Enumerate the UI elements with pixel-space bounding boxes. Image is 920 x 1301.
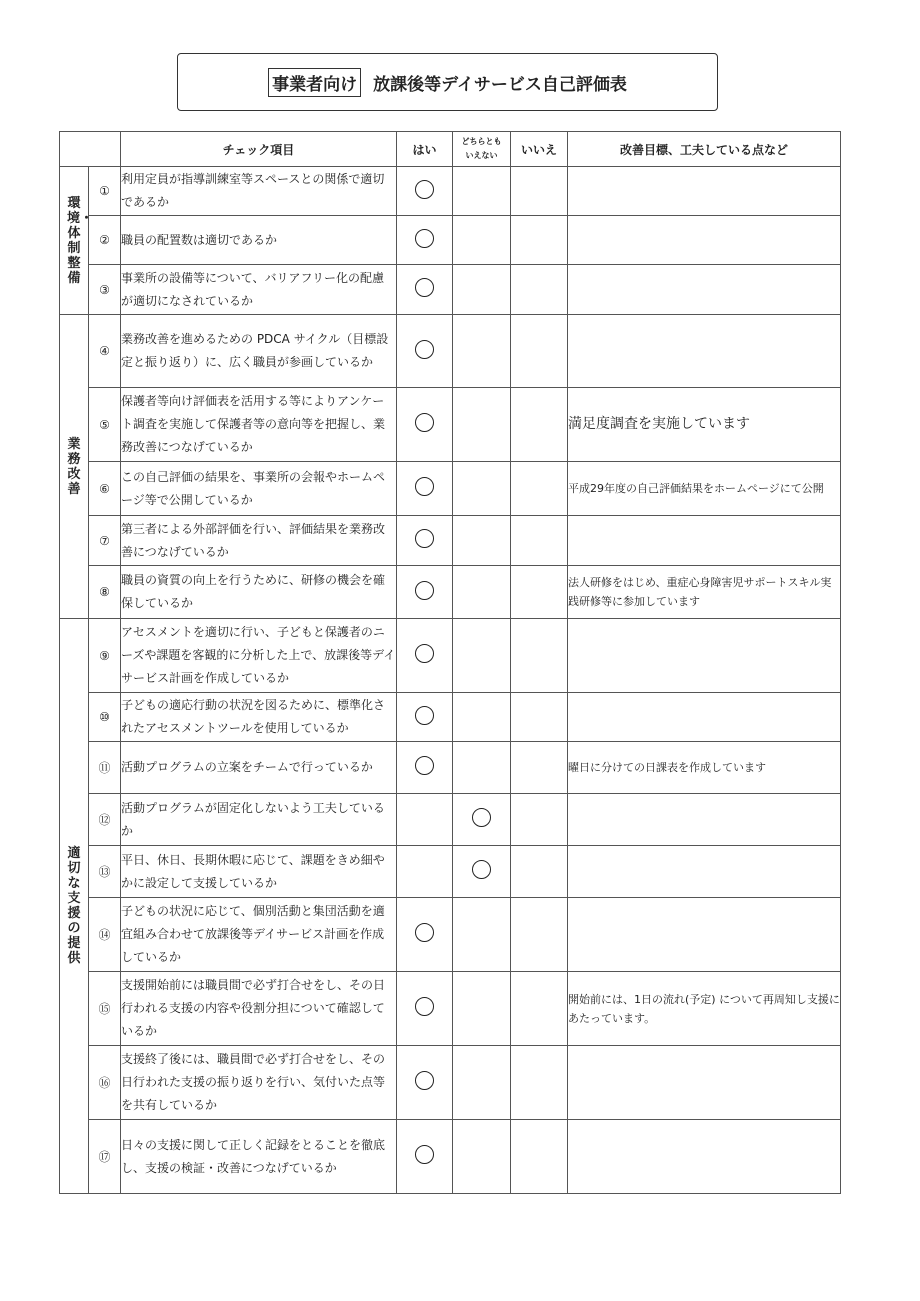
table-row (60, 265, 841, 315)
answer-neither-cell (453, 972, 511, 1046)
improvement-note (568, 693, 841, 742)
answer-no-cell (511, 1046, 568, 1120)
answer-yes-cell (397, 1120, 453, 1194)
improvement-note (568, 516, 841, 566)
table-row (60, 846, 841, 898)
answer-yes-cell (397, 566, 453, 619)
document-title (177, 53, 718, 111)
answer-yes-cell (397, 516, 453, 566)
check-item: 子どもの状況に応じて、個別活動と集団活動を適宜組み合わせて放課後等デイサービス計画を作成しているか (121, 898, 397, 972)
header-neither: どちらとも いえない (453, 132, 511, 167)
row-number: ④ (89, 315, 121, 388)
answer-no-cell (511, 1120, 568, 1194)
circle-mark-icon (472, 808, 491, 827)
row-number: ⑰ (89, 1120, 121, 1194)
category-improve: 業務改善 (60, 315, 89, 619)
improvement-note (568, 265, 841, 315)
check-item: 保護者等向け評価表を活用する等によりアンケート調査を実施して保護者等の意向等を把握し、業務改善につなげているか (121, 388, 397, 462)
answer-yes-cell (397, 794, 453, 846)
circle-mark-icon (415, 706, 434, 725)
answer-neither-cell (453, 315, 511, 388)
improvement-note: 曜日に分けての日課表を作成しています (568, 742, 841, 794)
row-number: ⑥ (89, 462, 121, 516)
improvement-note (568, 315, 841, 388)
answer-neither-cell (453, 216, 511, 265)
answer-no-cell (511, 693, 568, 742)
improvement-note (568, 898, 841, 972)
circle-mark-icon (415, 229, 434, 248)
header-yes: はい (397, 132, 453, 167)
answer-yes-cell (397, 846, 453, 898)
answer-neither-cell (453, 846, 511, 898)
check-item: 日々の支援に関して正しく記録をとることを徹底し、支援の検証・改善につなげているか (121, 1120, 397, 1194)
answer-neither-cell (453, 693, 511, 742)
answer-no-cell (511, 846, 568, 898)
table-row (60, 898, 841, 972)
improvement-note (568, 1120, 841, 1194)
row-number: ⑬ (89, 846, 121, 898)
row-number: ⑨ (89, 619, 121, 693)
circle-mark-icon (415, 1145, 434, 1164)
circle-mark-icon (472, 860, 491, 879)
row-number: ⑫ (89, 794, 121, 846)
answer-no-cell (511, 566, 568, 619)
circle-mark-icon (415, 340, 434, 359)
answer-yes-cell (397, 1046, 453, 1120)
check-item: 子どもの適応行動の状況を図るために、標準化されたアセスメントツールを使用しているか (121, 693, 397, 742)
answer-no-cell (511, 794, 568, 846)
answer-yes-cell (397, 167, 453, 216)
check-item: 業務改善を進めるための PDCA サイクル（目標設定と振り返り）に、広く職員が参画しているか (121, 315, 397, 388)
check-item: 事業所の設備等について、バリアフリー化の配慮が適切になされているか (121, 265, 397, 315)
check-item: 利用定員が指導訓練室等スペースとの関係で適切であるか (121, 167, 397, 216)
answer-neither-cell (453, 388, 511, 462)
row-number: ⑪ (89, 742, 121, 794)
table-row (60, 516, 841, 566)
answer-yes-cell (397, 898, 453, 972)
check-item: 活動プログラムが固定化しないよう工夫しているか (121, 794, 397, 846)
table-row (60, 167, 841, 216)
table-row (60, 462, 841, 516)
circle-mark-icon (415, 529, 434, 548)
circle-mark-icon (415, 581, 434, 600)
answer-neither-cell (453, 1120, 511, 1194)
check-item: 職員の配置数は適切であるか (121, 216, 397, 265)
table-row (60, 216, 841, 265)
row-number: ⑦ (89, 516, 121, 566)
improvement-note (568, 846, 841, 898)
answer-neither-cell (453, 167, 511, 216)
circle-mark-icon (415, 180, 434, 199)
table-row (60, 619, 841, 693)
table-row (60, 794, 841, 846)
circle-mark-icon (415, 477, 434, 496)
circle-mark-icon (415, 644, 434, 663)
circle-mark-icon (415, 413, 434, 432)
improvement-note (568, 619, 841, 693)
table-row (60, 1046, 841, 1120)
category-support: 適切な支援の提供 (60, 619, 89, 1194)
answer-yes-cell (397, 972, 453, 1046)
answer-no-cell (511, 265, 568, 315)
title-text: 放課後等デイサービス自己評価表 (373, 74, 627, 95)
answer-neither-cell (453, 265, 511, 315)
answer-neither-cell (453, 898, 511, 972)
row-number: ⑭ (89, 898, 121, 972)
table-row (60, 315, 841, 388)
header-no: いいえ (511, 132, 568, 167)
check-item: 支援開始前には職員間で必ず打合せをし、その日行われる支援の内容や役割分担について確認しているか (121, 972, 397, 1046)
row-number: ③ (89, 265, 121, 315)
answer-yes-cell (397, 265, 453, 315)
table-row (60, 1120, 841, 1194)
check-item: 平日、休日、長期休暇に応じて、課題をきめ細やかに設定して支援しているか (121, 846, 397, 898)
answer-neither-cell (453, 742, 511, 794)
evaluation-table (59, 131, 841, 1194)
answer-no-cell (511, 315, 568, 388)
category-env: 環境・体制整備 (60, 167, 89, 315)
answer-no-cell (511, 516, 568, 566)
answer-yes-cell (397, 388, 453, 462)
row-number: ⑮ (89, 972, 121, 1046)
answer-yes-cell (397, 619, 453, 693)
answer-yes-cell (397, 315, 453, 388)
improvement-note (568, 216, 841, 265)
improvement-note: 開始前には、1日の流れ(予定) について再周知し支援にあたっています。 (568, 972, 841, 1046)
check-item: アセスメントを適切に行い、子どもと保護者のニーズや課題を客観的に分析した上で、放課後等デイサービス計画を作成しているか (121, 619, 397, 693)
table-row (60, 566, 841, 619)
table-row (60, 972, 841, 1046)
answer-neither-cell (453, 1046, 511, 1120)
check-item: 活動プログラムの立案をチームで行っているか (121, 742, 397, 794)
improvement-note (568, 167, 841, 216)
header-blank (60, 132, 121, 167)
header-item: チェック項目 (121, 132, 397, 167)
title-badge: 事業者向け (268, 68, 361, 97)
answer-no-cell (511, 742, 568, 794)
check-item: 第三者による外部評価を行い、評価結果を業務改善につなげているか (121, 516, 397, 566)
answer-neither-cell (453, 619, 511, 693)
answer-yes-cell (397, 462, 453, 516)
improvement-note (568, 794, 841, 846)
circle-mark-icon (415, 923, 434, 942)
improvement-note: 満足度調査を実施しています (568, 388, 841, 462)
answer-neither-cell (453, 794, 511, 846)
answer-yes-cell (397, 693, 453, 742)
circle-mark-icon (415, 278, 434, 297)
row-number: ⑤ (89, 388, 121, 462)
circle-mark-icon (415, 756, 434, 775)
answer-no-cell (511, 619, 568, 693)
check-item: 職員の資質の向上を行うために、研修の機会を確保しているか (121, 566, 397, 619)
table-row (60, 388, 841, 462)
answer-no-cell (511, 216, 568, 265)
circle-mark-icon (415, 997, 434, 1016)
answer-yes-cell (397, 742, 453, 794)
row-number: ⑩ (89, 693, 121, 742)
table-row (60, 742, 841, 794)
row-number: ⑯ (89, 1046, 121, 1120)
answer-no-cell (511, 898, 568, 972)
answer-no-cell (511, 462, 568, 516)
row-number: ⑧ (89, 566, 121, 619)
header-notes: 改善目標、工夫している点など (568, 132, 841, 167)
improvement-note (568, 1046, 841, 1120)
row-number: ② (89, 216, 121, 265)
check-item: この自己評価の結果を、事業所の会報やホームページ等で公開しているか (121, 462, 397, 516)
improvement-note: 法人研修をはじめ、重症心身障害児サポートスキル実践研修等に参加しています (568, 566, 841, 619)
improvement-note: 平成29年度の自己評価結果をホームページにて公開 (568, 462, 841, 516)
header-row (60, 132, 841, 167)
answer-no-cell (511, 388, 568, 462)
answer-no-cell (511, 972, 568, 1046)
answer-neither-cell (453, 516, 511, 566)
table-row (60, 693, 841, 742)
answer-no-cell (511, 167, 568, 216)
circle-mark-icon (415, 1071, 434, 1090)
answer-neither-cell (453, 566, 511, 619)
answer-neither-cell (453, 462, 511, 516)
answer-yes-cell (397, 216, 453, 265)
row-number: ① (89, 167, 121, 216)
check-item: 支援終了後には、職員間で必ず打合せをし、その日行われた支援の振り返りを行い、気付いた点等を共有しているか (121, 1046, 397, 1120)
